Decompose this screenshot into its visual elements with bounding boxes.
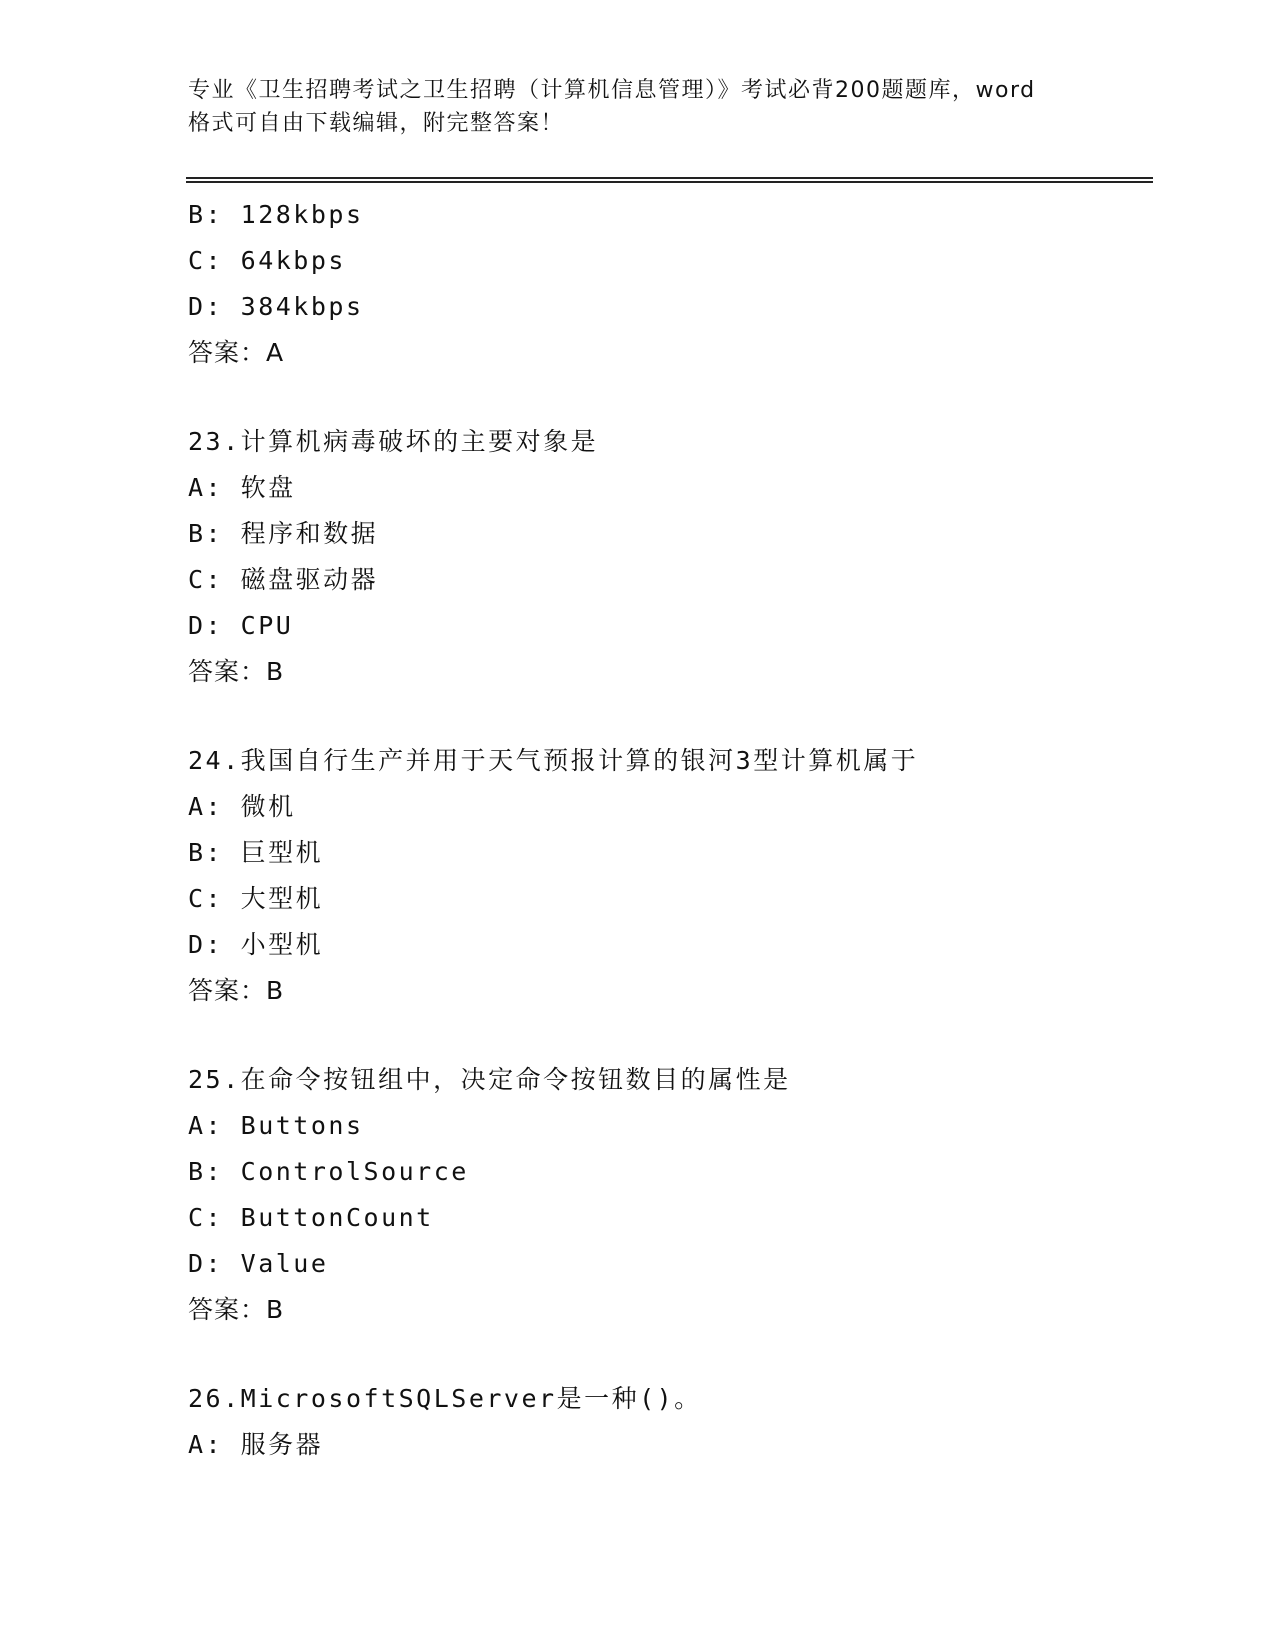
option-c: C: ButtonCount <box>188 1203 434 1232</box>
header-divider-top <box>186 177 1153 179</box>
option-b: B: 巨型机 <box>188 838 324 867</box>
option-a: A: 微机 <box>188 792 296 821</box>
question-block-26 <box>188 1376 1148 1468</box>
question-block-22 <box>188 192 1148 376</box>
option-a: A: 软盘 <box>188 473 296 502</box>
question-block-23 <box>188 419 1148 695</box>
option-b: B: 128kbps <box>188 200 364 229</box>
header-line-2: 格式可自由下载编辑，附完整答案！ <box>188 111 565 136</box>
option-c: C: 磁盘驱动器 <box>188 565 379 594</box>
header-divider-bottom <box>186 181 1153 183</box>
question-stem: 25.在命令按钮组中，决定命令按钮数目的属性是 <box>188 1065 791 1094</box>
question-stem: 26.MicrosoftSQLServer是一种()。 <box>188 1384 702 1413</box>
option-a: A: Buttons <box>188 1111 364 1140</box>
question-stem: 23.计算机病毒破坏的主要对象是 <box>188 427 599 456</box>
option-d: D: CPU <box>188 611 294 640</box>
header-line-1: 专业《卫生招聘考试之卫生招聘（计算机信息管理）》考试必背200题题库，word <box>188 78 1036 103</box>
question-block-24 <box>188 738 1148 1014</box>
option-a: A: 服务器 <box>188 1430 324 1459</box>
answer-line: 答案：B <box>188 1295 285 1324</box>
answer-line: 答案：A <box>188 338 285 367</box>
document-header <box>188 74 1088 140</box>
answer-line: 答案：B <box>188 657 285 686</box>
question-block-25 <box>188 1057 1148 1333</box>
question-list <box>188 192 1148 1468</box>
option-c: C: 大型机 <box>188 884 324 913</box>
option-b: B: 程序和数据 <box>188 519 379 548</box>
option-d: D: 小型机 <box>188 930 324 959</box>
question-stem: 24.我国自行生产并用于天气预报计算的银河3型计算机属于 <box>188 746 919 775</box>
option-b: B: ControlSource <box>188 1157 469 1186</box>
option-d: D: Value <box>188 1249 329 1278</box>
option-c: C: 64kbps <box>188 246 346 275</box>
answer-line: 答案：B <box>188 976 285 1005</box>
option-d: D: 384kbps <box>188 292 364 321</box>
